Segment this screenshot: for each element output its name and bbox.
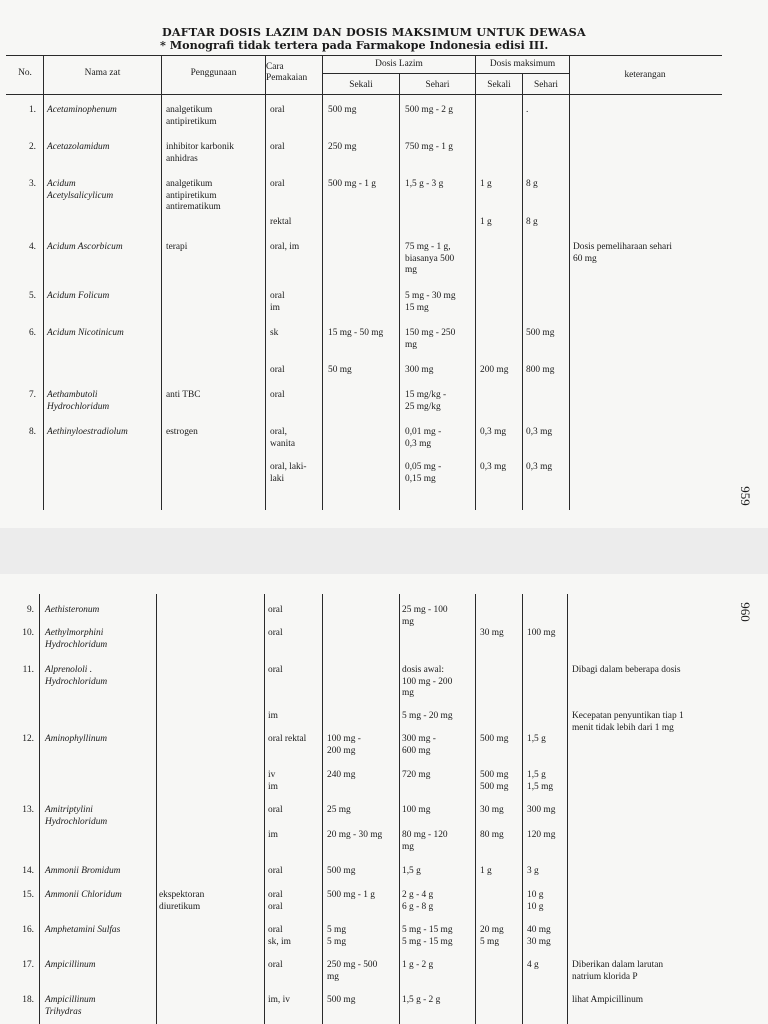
- usual-dose-daily: 100 mg: [402, 805, 431, 815]
- column-divider: [39, 594, 40, 1024]
- route: oral: [270, 105, 285, 115]
- usual-dose-daily: 150 mg - 250 mg: [405, 328, 456, 350]
- max-dose-single: 1 g: [480, 217, 492, 227]
- header-lazim-sekali: Sekali: [349, 80, 373, 90]
- page-subtitle: * Monografi tidak tertera pada Farmakope Indonesia edisi III.: [160, 38, 549, 52]
- page-title: DAFTAR DOSIS LAZIM DAN DOSIS MAKSIMUM UNTUK DEWASA: [162, 25, 586, 39]
- substance-name: Ammonii Bromidum: [45, 866, 121, 876]
- page-number: 960: [737, 602, 753, 622]
- remarks: lihat Ampicillinum: [572, 995, 644, 1005]
- column-divider: [322, 95, 323, 510]
- max-dose-daily: 8 g: [526, 179, 538, 189]
- column-divider: [569, 95, 570, 510]
- header-dosis-maksimum: Dosis maksimum: [489, 59, 556, 69]
- route: oral, laki- laki: [270, 462, 307, 484]
- row-number: 3.: [28, 179, 36, 189]
- usual-dose-daily: 2 g - 4 g 6 g - 8 g: [402, 890, 434, 912]
- usual-dose-daily: 500 mg - 2 g: [405, 105, 453, 115]
- row-number: 15.: [22, 890, 34, 900]
- substance-name: Ampicillinum: [45, 960, 96, 970]
- column-divider: [43, 95, 44, 510]
- substance-name: Acetazolamidum: [47, 142, 110, 152]
- route: oral: [268, 805, 283, 815]
- max-dose-daily: 1,5 g: [527, 734, 546, 744]
- substance-name: Acetaminophenum: [47, 105, 117, 115]
- max-dose-single: 0,3 mg: [480, 427, 507, 437]
- header-top-rule: [6, 55, 722, 56]
- row-number: 14.: [22, 866, 34, 876]
- route: oral oral: [268, 890, 283, 912]
- row-number: 8.: [28, 427, 36, 437]
- route: rektal: [270, 217, 292, 227]
- max-dose-single: 1 g: [480, 179, 492, 189]
- usual-dose-single: 500 mg - 1 g: [327, 890, 375, 900]
- header-lazim-sehari: Sehari: [425, 80, 450, 90]
- substance-name: Acidum Nicotinicum: [47, 328, 124, 338]
- row-number: 6.: [28, 328, 36, 338]
- usage: analgetikum antipiretikum antirematikum: [166, 179, 221, 212]
- row-number: 13.: [22, 805, 34, 815]
- max-dose-single: 80 mg: [480, 830, 504, 840]
- max-dose-daily: 1,5 g 1,5 mg: [527, 770, 554, 792]
- route: oral: [268, 628, 283, 638]
- remarks: Dosis pemeliharaan sehari 60 mg: [573, 242, 672, 264]
- route: oral: [268, 960, 283, 970]
- usage: ekspektoran diuretikum: [159, 890, 205, 912]
- column-divider: [522, 594, 523, 1024]
- usage: estrogen: [166, 427, 198, 437]
- usual-dose-single: 250 mg: [328, 142, 357, 152]
- column-divider: [322, 594, 323, 1024]
- route: oral: [270, 179, 285, 189]
- column-divider: [475, 594, 476, 1024]
- usual-dose-single: 500 mg - 1 g: [328, 179, 376, 189]
- usual-dose-single: 15 mg - 50 mg: [328, 328, 384, 338]
- usual-dose-daily: 75 mg - 1 g, biasanya 500 mg: [405, 242, 455, 275]
- max-dose-daily: 40 mg 30 mg: [527, 925, 551, 947]
- usual-dose-single: 5 mg 5 mg: [327, 925, 347, 947]
- max-dose-daily: .: [526, 105, 529, 115]
- row-number: 5.: [28, 291, 36, 301]
- substance-name: Amitriptylini Hydrochloridum: [45, 805, 108, 827]
- header-nama-zat: Nama zat: [84, 68, 121, 78]
- usual-dose-daily: 25 mg - 100 mg: [402, 605, 448, 627]
- usual-dose-daily: 300 mg - 600 mg: [402, 734, 436, 756]
- usual-dose-daily: 5 mg - 20 mg: [402, 711, 453, 721]
- substance-name: Alprenololi . Hydrochloridum: [45, 665, 108, 687]
- column-divider: [522, 95, 523, 510]
- row-number: 16.: [22, 925, 34, 935]
- header-maks-sekali: Sekali: [487, 80, 511, 90]
- max-dose-daily: 0,3 mg: [526, 427, 553, 437]
- usage: inhibitor karbonik anhidras: [166, 142, 234, 164]
- max-dose-daily: 500 mg: [526, 328, 555, 338]
- max-dose-single: 30 mg: [480, 628, 504, 638]
- max-dose-single: 500 mg 500 mg: [480, 770, 509, 792]
- column-divider: [264, 594, 265, 1024]
- usual-dose-daily: 1,5 g - 2 g: [402, 995, 441, 1005]
- usual-dose-daily: 1,5 g - 3 g: [405, 179, 444, 189]
- route: oral, wanita: [270, 427, 295, 449]
- usual-dose-daily: 0,01 mg - 0,3 mg: [405, 427, 442, 449]
- column-divider: [156, 594, 157, 1024]
- header-penggunaan: Penggunaan: [190, 68, 237, 78]
- route: sk: [270, 328, 279, 338]
- substance-name: Acidum Ascorbicum: [47, 242, 123, 252]
- usual-dose-single: 50 mg: [328, 365, 352, 375]
- max-dose-daily: 10 g 10 g: [527, 890, 544, 912]
- max-dose-daily: 120 mg: [527, 830, 556, 840]
- column-divider: [265, 95, 266, 510]
- max-dose-single: 20 mg 5 mg: [480, 925, 504, 947]
- max-dose-single: 0,3 mg: [480, 462, 507, 472]
- usual-dose-daily: 300 mg: [405, 365, 434, 375]
- route: oral: [270, 390, 285, 400]
- usual-dose-daily: 720 mg: [402, 770, 431, 780]
- route: im: [268, 830, 278, 840]
- usual-dose-daily: 750 mg - 1 g: [405, 142, 453, 152]
- usual-dose-daily: 15 mg/kg - 25 mg/kg: [405, 390, 447, 412]
- substance-name: Ammonii Chloridum: [45, 890, 122, 900]
- row-number: 7.: [28, 390, 36, 400]
- max-dose-daily: 8 g: [526, 217, 538, 227]
- usual-dose-single: 25 mg: [327, 805, 351, 815]
- usual-dose-daily: 5 mg - 15 mg 5 mg - 15 mg: [402, 925, 453, 947]
- route: oral: [268, 665, 283, 675]
- route: oral: [268, 605, 283, 615]
- usual-dose-single: 250 mg - 500 mg: [327, 960, 378, 982]
- row-number: 12.: [22, 734, 34, 744]
- route: oral: [270, 142, 285, 152]
- remarks: Diberikan dalam larutan natrium klorida P: [572, 960, 664, 982]
- max-dose-daily: 4 g: [527, 960, 539, 970]
- route: iv im: [268, 770, 278, 792]
- usual-dose-daily: 5 mg - 30 mg 15 mg: [405, 291, 456, 313]
- substance-name: Aethambutoli Hydrochloridum: [47, 390, 110, 412]
- usual-dose-single: 20 mg - 30 mg: [327, 830, 383, 840]
- row-number: 11.: [22, 665, 34, 675]
- page-gap: [0, 528, 768, 574]
- route: im: [268, 711, 278, 721]
- row-number: 18.: [22, 995, 34, 1005]
- usual-dose-single: 500 mg: [328, 105, 357, 115]
- usual-dose-daily: 80 mg - 120 mg: [402, 830, 448, 852]
- max-dose-single: 1 g: [480, 866, 492, 876]
- usual-dose-daily: dosis awal: 100 mg - 200 mg: [402, 665, 453, 698]
- max-dose-single: 500 mg: [480, 734, 509, 744]
- header-dosis-lazim: Dosis Lazim: [375, 59, 423, 69]
- max-dose-daily: 800 mg: [526, 365, 555, 375]
- header-bottom-rule: [6, 94, 722, 95]
- header-no: No.: [18, 68, 32, 78]
- max-dose-single: 30 mg: [480, 805, 504, 815]
- row-number: 2.: [28, 142, 36, 152]
- route: oral im: [270, 291, 285, 313]
- column-divider: [475, 95, 476, 510]
- max-dose-daily: 300 mg: [527, 805, 556, 815]
- max-dose-daily: 0,3 mg: [526, 462, 553, 472]
- usual-dose-single: 240 mg: [327, 770, 356, 780]
- usage: anti TBC: [166, 390, 201, 400]
- substance-name: Aethinyloestradiolum: [47, 427, 128, 437]
- route: oral, im: [270, 242, 300, 252]
- route: im, iv: [268, 995, 290, 1005]
- usual-dose-daily: 1 g - 2 g: [402, 960, 434, 970]
- column-divider: [399, 594, 400, 1024]
- substance-name: Acidum Acetylsalicylicum: [47, 179, 114, 201]
- row-number: 4.: [28, 242, 36, 252]
- max-dose-single: 200 mg: [480, 365, 509, 375]
- column-divider: [161, 95, 162, 510]
- usual-dose-daily: 1,5 g: [402, 866, 421, 876]
- row-number: 9.: [26, 605, 34, 615]
- usual-dose-single: 500 mg: [327, 866, 356, 876]
- header-sub-rule: [322, 73, 569, 74]
- row-number: 1.: [28, 105, 36, 115]
- route: oral: [270, 365, 285, 375]
- header-maks-sehari: Sehari: [534, 80, 558, 90]
- substance-name: Aethylmorphini Hydrochloridum: [45, 628, 108, 650]
- max-dose-daily: 3 g: [527, 866, 539, 876]
- substance-name: Ampicillinum Trihydras: [45, 995, 96, 1017]
- substance-name: Aminophyllinum: [45, 734, 107, 744]
- row-number: 17.: [22, 960, 34, 970]
- header-keterangan: keterangan: [624, 70, 666, 80]
- route: oral: [268, 866, 283, 876]
- usage: terapi: [166, 242, 188, 252]
- route: oral rektal: [268, 734, 307, 744]
- route: oral sk, im: [268, 925, 291, 947]
- usual-dose-daily: 0,05 mg - 0,15 mg: [405, 462, 442, 484]
- remarks: Kecepatan penyuntikan tiap 1 menit tidak lebih dari 1 mg: [572, 711, 684, 733]
- page-960: [0, 574, 768, 1024]
- substance-name: Aethisteronum: [45, 605, 100, 615]
- substance-name: Acidum Folicum: [47, 291, 110, 301]
- usual-dose-single: 100 mg - 200 mg: [327, 734, 361, 756]
- usage: analgetikum antipiretikum: [166, 105, 217, 127]
- page-number: 959: [737, 486, 753, 506]
- usual-dose-single: 500 mg: [327, 995, 356, 1005]
- max-dose-daily: 100 mg: [527, 628, 556, 638]
- row-number: 10.: [22, 628, 34, 638]
- remarks: Dibagi dalam beberapa dosis: [572, 665, 681, 675]
- substance-name: Amphetamini Sulfas: [45, 925, 121, 935]
- header-cara-pemakaian: Cara Pemakaian: [266, 62, 308, 83]
- column-divider: [399, 95, 400, 510]
- column-divider: [567, 594, 568, 1024]
